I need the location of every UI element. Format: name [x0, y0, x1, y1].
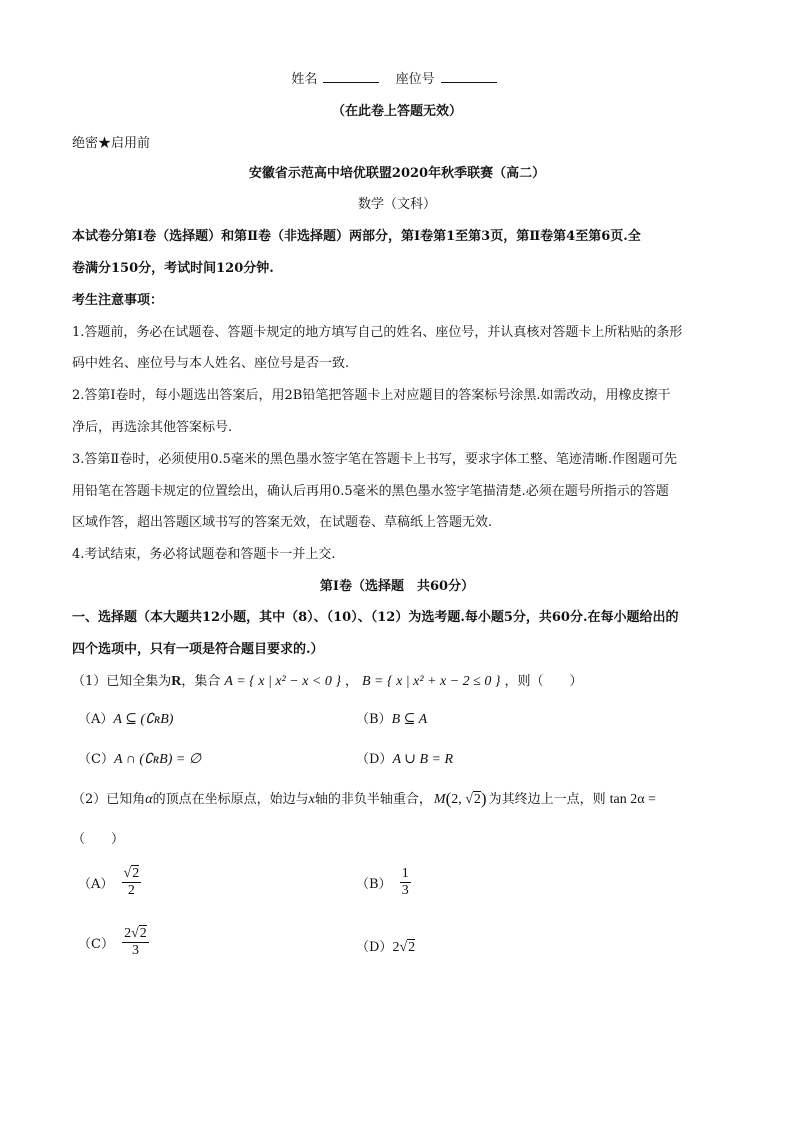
option-expr: A ∩ (∁ʀB) = ∅ — [113, 752, 202, 767]
q2-option-b[interactable] — [356, 866, 415, 899]
note-line: 净后，再选涂其他答案标号. — [72, 420, 233, 435]
invalid-note: （在此卷上答题无效） — [331, 104, 462, 119]
q1-prefix: （1）已知全集为 — [72, 674, 172, 689]
note-line: 区域作答，超出答题区域书写的答案无效，在试题卷、草稿纸上答题无效. — [72, 515, 493, 530]
q1-universe: R — [171, 674, 182, 689]
option-label: （D） — [356, 752, 393, 767]
fraction: $\frac{√2}{2}$ — [123, 866, 140, 899]
q2-point: M(2, √2) — [433, 789, 487, 808]
secret-note: 绝密★启用前 — [72, 136, 151, 151]
q1-option-d[interactable] — [356, 748, 453, 768]
fraction-numerator: 2 — [132, 866, 140, 881]
fraction-denominator: 2 — [127, 883, 135, 899]
q1-set-a: A = { x | x² − x < 0 } — [224, 674, 341, 689]
option-label: （B） — [356, 712, 392, 727]
exam-title: 安徽省示范高中培优联盟2020年秋季联赛（高二） — [248, 166, 546, 181]
fraction-numerator: 1 — [400, 866, 411, 883]
fraction-numerator: 2 — [139, 926, 147, 941]
q1-suffix: ，则（ ） — [504, 674, 583, 689]
note-line: 用铅笔在答题卡规定的位置绘出，确认后再用0.5毫米的黑色墨水签字笔描清楚.必须在题号所指示的答题 — [72, 484, 669, 499]
subject-title: 数学（文科） — [357, 197, 436, 212]
section-title: 第Ⅰ卷（选择题 共60分） — [319, 579, 475, 594]
question-2-stem — [72, 788, 722, 809]
q1-option-a[interactable] — [78, 708, 173, 728]
q2-prefix: （2）已知角 — [72, 792, 146, 807]
option-expr: A ∪ B = R — [392, 752, 454, 767]
q2-option-a[interactable] — [78, 866, 145, 899]
option-label: （A） — [78, 877, 114, 893]
q2-mid3: 为其终边上一点，则 — [488, 792, 606, 807]
question-1-stem: （1）已知全集为R，集合 A = { x | x² − x < 0 } ， B = { x | x² + x − 2 ≤ 0 } ，则（ ） — [72, 674, 583, 689]
seat-label: 座位号 — [395, 72, 435, 87]
name-seat-line — [0, 68, 794, 87]
option-label: （D） — [356, 940, 393, 955]
intro-line-2: 卷满分150分，考试时间120分钟. — [72, 261, 274, 276]
q2-point-name: M — [433, 792, 446, 807]
seat-blank — [441, 71, 497, 83]
q2-tan-expr: tan 2α = — [609, 792, 656, 807]
q1-mid: ，集合 — [181, 674, 221, 689]
fraction-denominator: 3 — [131, 943, 139, 959]
option-radicand: 2 — [408, 940, 416, 955]
fraction: $\frac{2√2}{3}$ — [124, 926, 147, 959]
note-line: 3.答第Ⅱ卷时，必须使用0.5毫米的黑色墨水签字笔在答题卡上书写，要求字体工整、笔迹清晰.作图题可先 — [72, 452, 678, 467]
option-label: （B） — [356, 877, 392, 893]
note-line: 码中姓名、座位号与本人姓名、座位号是否一致. — [72, 356, 350, 371]
note-line: 1.答题前，务必在试题卷、答题卡规定的地方填写自己的姓名、座位号，并认真核对答题卡上所粘贴的条形 — [72, 325, 683, 340]
option-label: （A） — [78, 712, 114, 727]
option-label: （C） — [78, 752, 114, 767]
q1-option-c[interactable] — [78, 748, 201, 768]
q2-option-d[interactable]: （D）2√2 — [356, 940, 416, 955]
q2-coord-y: 2 — [473, 792, 481, 807]
note-line: 2.答第Ⅰ卷时，每小题选出答案后，用2B铅笔把答题卡上对应题目的答案标号涂黑.如需改动，用橡皮擦干 — [72, 388, 671, 403]
q2-mid2: 轴的非负半轴重合， — [314, 792, 432, 807]
notes-title: 考生注意事项： — [72, 293, 164, 308]
q2-coord-x: 2 — [451, 792, 459, 807]
q2-x: x — [308, 792, 315, 807]
name-blank — [323, 71, 379, 83]
option-coefficient: 2 — [392, 940, 400, 955]
fraction-coefficient: 2 — [124, 926, 132, 941]
option-label: （C） — [78, 937, 114, 953]
q2-bracket: （ ） — [72, 832, 125, 847]
q2-alpha: α — [145, 792, 153, 807]
section-instruction-1: 一、选择题（本大题共12小题，其中（8）、（10）、（12）为选考题.每小题5分，共60分.在每小题给出的 — [72, 610, 679, 625]
fraction — [400, 866, 411, 899]
note-line: 4.考试结束，务必将试题卷和答题卡一并上交. — [72, 547, 336, 562]
section-instruction-2: 四个选项中，只有一项是符合题目要求的.） — [72, 642, 324, 657]
name-label: 姓名 — [291, 72, 318, 87]
q2-mid1: 的顶点在坐标原点，始边与 — [152, 792, 309, 807]
q2-option-c[interactable] — [78, 926, 153, 959]
option-expr: A ⊆ (∁ʀB) — [113, 712, 174, 727]
option-expr: B ⊆ A — [391, 712, 428, 727]
intro-line-1: 本试卷分第Ⅰ卷（选择题）和第Ⅱ卷（非选择题）两部分，第Ⅰ卷第1至第3页，第Ⅱ卷第4至第6页.全 — [72, 229, 641, 244]
fraction-denominator: 3 — [401, 883, 409, 899]
q1-set-b: B = { x | x² + x − 2 ≤ 0 } — [361, 674, 501, 689]
q1-option-b[interactable] — [356, 708, 427, 728]
